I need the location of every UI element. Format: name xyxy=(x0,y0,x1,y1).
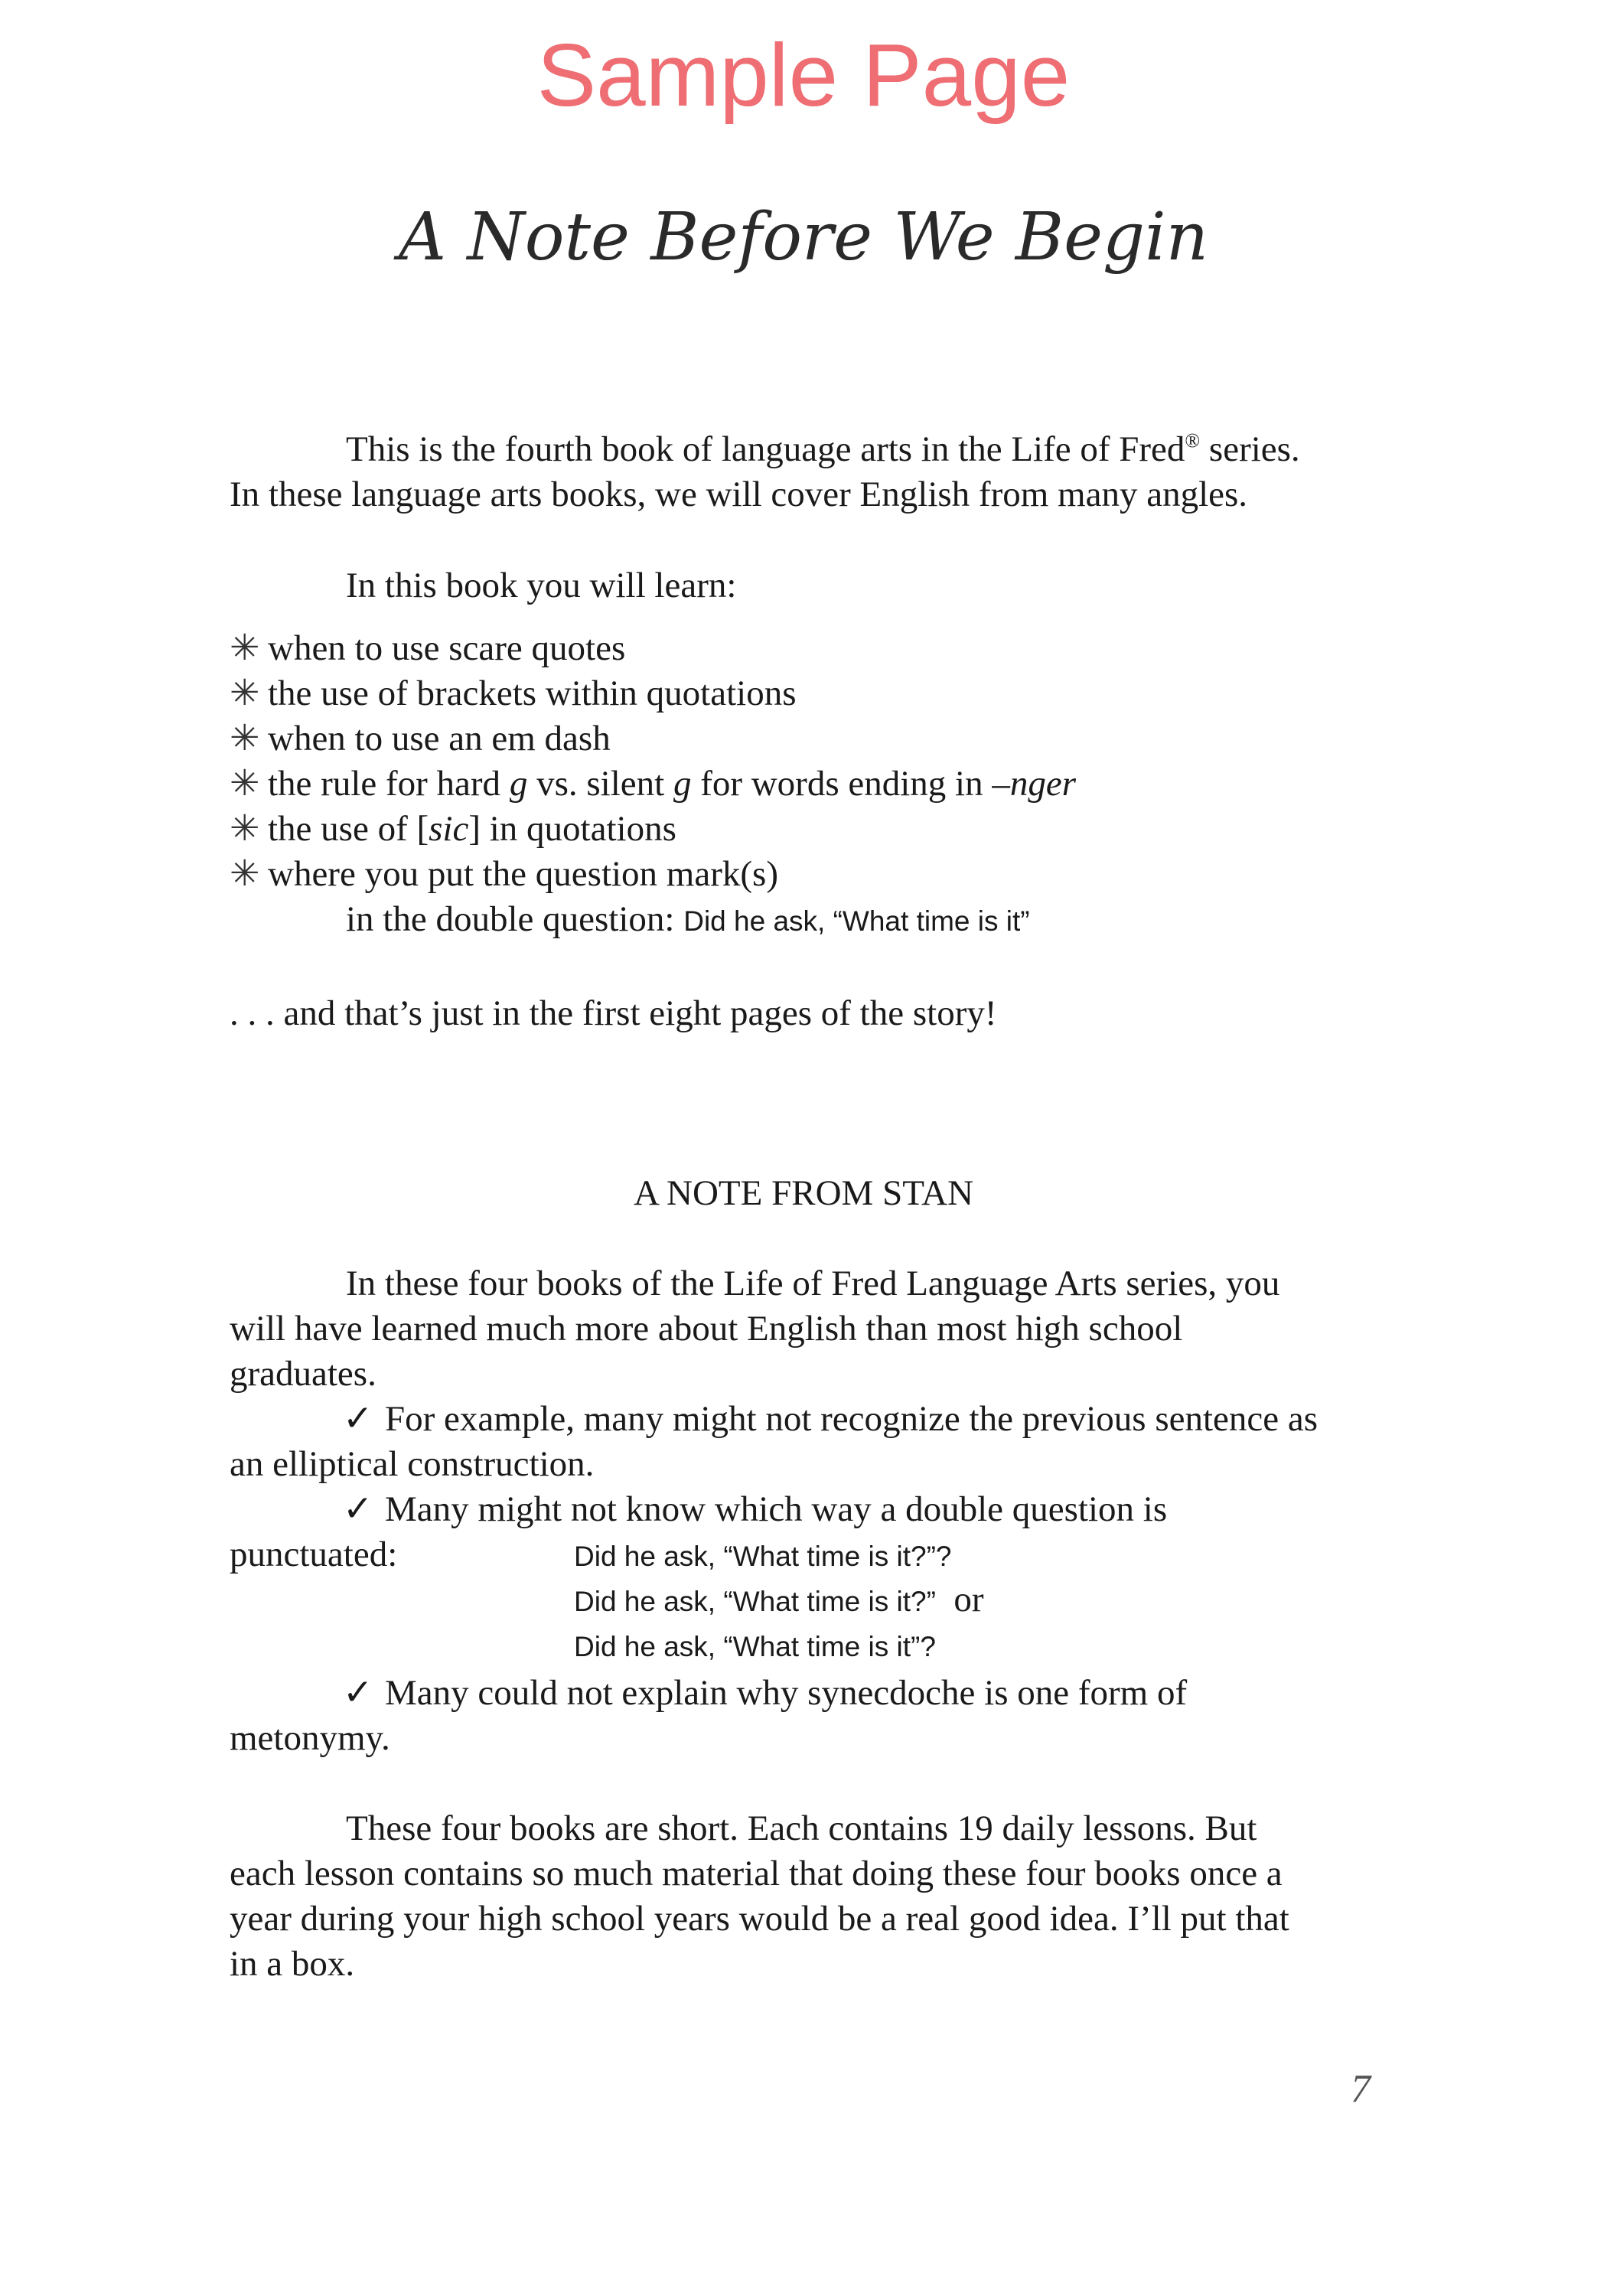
italic-suffix: –nger xyxy=(992,764,1077,804)
asterisk-bullet-icon: ✳ xyxy=(230,719,260,758)
bullet-text: ] in quotations xyxy=(468,809,676,849)
check-item-1-cont: an elliptical construction. xyxy=(230,1444,595,1484)
closing-line: . . . and that’s just in the first eight pages of the story! xyxy=(230,993,997,1033)
example-text: Did he ask, “What time is it”? xyxy=(574,1631,936,1662)
checkmark-icon: ✓ xyxy=(343,1673,373,1713)
or-word: or xyxy=(953,1580,984,1619)
asterisk-bullet-icon: ✳ xyxy=(230,628,260,668)
intro-line-1 xyxy=(346,427,1300,471)
check-item-3 xyxy=(343,1671,1187,1715)
stan-p2-line-2: each lesson contains so much material that doing these four books once a xyxy=(230,1854,1283,1893)
check-text: Many could not explain why synecdoche is one form of xyxy=(385,1673,1188,1713)
stan-p1-line-1: In these four books of the Life of Fred Language Arts series, you xyxy=(346,1264,1280,1303)
check-text: For example, many might not recognize the previous sentence as xyxy=(385,1399,1319,1439)
bullet-item-3 xyxy=(230,716,611,761)
asterisk-bullet-icon: ✳ xyxy=(230,809,260,849)
bullet-text: when to use an em dash xyxy=(268,719,611,758)
example-1 xyxy=(574,1532,951,1579)
stan-heading: A NOTE FROM STAN xyxy=(633,1173,974,1213)
intro-line-1-end: series. xyxy=(1200,429,1300,469)
example-3 xyxy=(574,1623,936,1669)
example-2 xyxy=(574,1577,984,1624)
registered-mark: ® xyxy=(1185,429,1201,452)
stan-p2-line-3: year during your high school years would be a real good idea. I’ll put that xyxy=(230,1899,1289,1939)
check-item-2-cont: punctuated: xyxy=(230,1534,398,1574)
check-item-2 xyxy=(343,1487,1167,1531)
bullet-text: vs. silent xyxy=(527,764,673,804)
italic-g: g xyxy=(509,764,528,804)
stan-p1-line-2: will have learned much more about English than most high school xyxy=(230,1309,1183,1349)
bullet-text: the use of brackets within quotations xyxy=(268,673,797,713)
stan-p2-line-1: These four books are short. Each contains 19 daily lessons. But xyxy=(346,1808,1257,1848)
checkmark-icon: ✓ xyxy=(343,1399,373,1439)
continuation-text: in the double question: xyxy=(346,899,675,939)
bullet-continuation xyxy=(346,897,1030,944)
page-title: A Note Before We Begin xyxy=(399,199,1208,276)
italic-sic: sic xyxy=(429,809,469,849)
check-item-3-cont: metonymy. xyxy=(230,1718,390,1758)
bullet-text: the rule for hard xyxy=(268,764,510,804)
example-text: Did he ask, “What time is it?” xyxy=(574,1586,936,1617)
bullet-item-2 xyxy=(230,671,797,716)
bullet-text: for words ending in xyxy=(691,764,993,804)
bullet-text: where you put the question mark(s) xyxy=(268,854,778,894)
asterisk-bullet-icon: ✳ xyxy=(230,764,260,804)
intro-line-1-text: This is the fourth book of language arts in the Life of Fred xyxy=(346,429,1185,469)
bullet-item-6 xyxy=(230,852,778,896)
bullet-item-4 xyxy=(230,762,1076,806)
bullet-text: the use of [ xyxy=(268,809,429,849)
stan-p2-line-4: in a box. xyxy=(230,1944,355,1984)
bullet-item-5 xyxy=(230,807,676,851)
bullet-text: when to use scare quotes xyxy=(268,628,626,668)
example-text: Did he ask, “What time is it?”? xyxy=(574,1541,952,1572)
check-item-1 xyxy=(343,1397,1318,1441)
intro-line-2: In these language arts books, we will cover English from many angles. xyxy=(230,475,1248,514)
page-number: 7 xyxy=(1351,2067,1371,2111)
bullet-item-1 xyxy=(230,626,625,670)
italic-g: g xyxy=(673,764,692,804)
learn-intro: In this book you will learn: xyxy=(346,566,737,605)
asterisk-bullet-icon: ✳ xyxy=(230,673,260,713)
asterisk-bullet-icon: ✳ xyxy=(230,854,260,894)
double-question-example: Did he ask, “What time is it” xyxy=(683,905,1030,937)
check-text: Many might not know which way a double question is xyxy=(385,1489,1168,1529)
stan-p1-line-3: graduates. xyxy=(230,1354,376,1394)
sample-page-watermark: Sample Page xyxy=(536,25,1071,125)
checkmark-icon: ✓ xyxy=(343,1489,373,1529)
